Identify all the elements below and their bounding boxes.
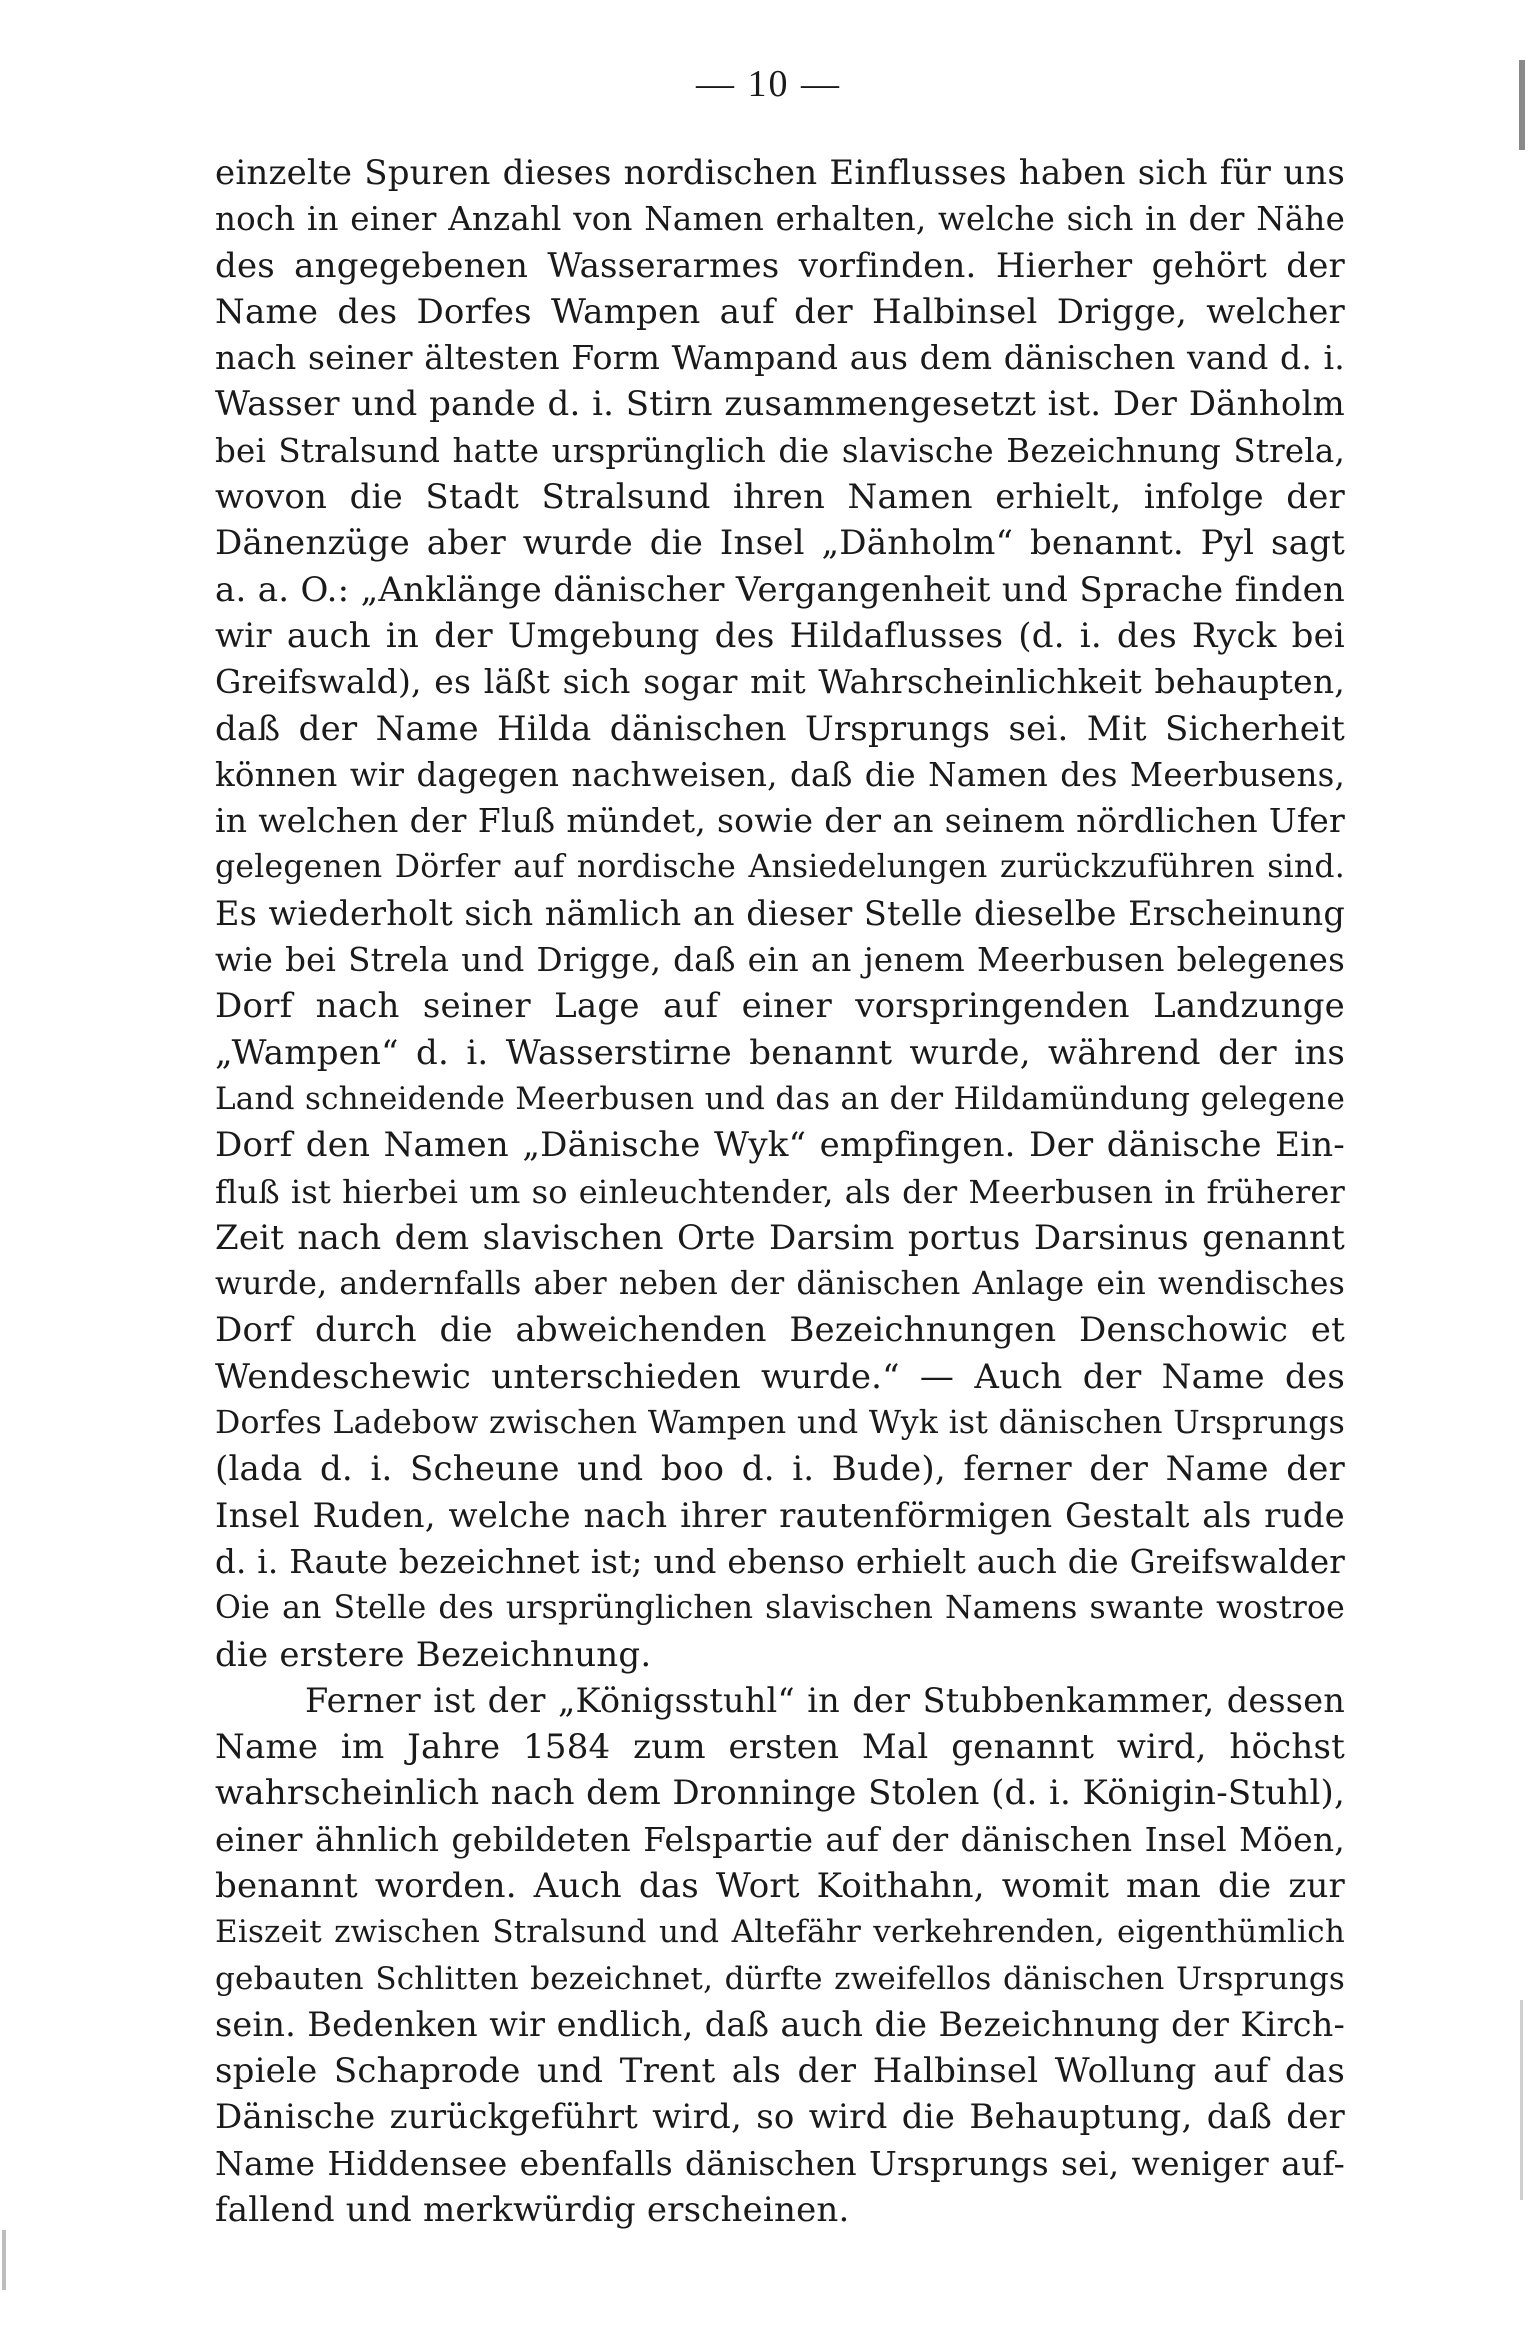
paragraph-start-line: Ferner ist der „Königsstuhl“ in der Stubbenkammer, dessen bbox=[305, 1680, 1345, 1720]
paragraph-end-line: die erstere Bezeichnung. bbox=[215, 1634, 652, 1675]
text-line: Name des Dorfes Wampen auf der Halbinsel Drigge, welcher bbox=[215, 291, 1345, 332]
text-line: Name Hiddensee ebenfalls dänischen Ursprungs sei, weniger auf- bbox=[215, 2143, 1345, 2183]
scan-edge-shadow bbox=[1520, 2000, 1523, 2200]
paragraph-end-line: fallend und merkwürdig erscheinen. bbox=[215, 2190, 850, 2231]
text-line: des angegebenen Wasserarmes vorfinden. Hierher gehört der bbox=[215, 245, 1345, 286]
text-line: Insel Ruden, welche nach ihrer rautenförmigen Gestalt als rude bbox=[215, 1495, 1345, 1536]
text-line: gelegenen Dörfer auf nordische Ansiedelungen zurückzuführen sind. bbox=[215, 849, 1345, 886]
text-line: Dänenzüge aber wurde die Insel „Dänholm“ benannt. Pyl sagt bbox=[215, 523, 1345, 564]
text-line: Oie an Stelle des ursprünglichen slavischen Namens swante wostroe bbox=[215, 1590, 1345, 1627]
text-line: nach seiner ältesten Form Wampand aus dem dänischen vand d. i. bbox=[215, 338, 1345, 378]
text-line: d. i. Raute bezeichnet ist; und ebenso erhielt auch die Greifswalder bbox=[215, 1542, 1345, 1581]
text-line: wahrscheinlich nach dem Dronninge Stolen (d. i. Königin-Stuhl), bbox=[215, 1773, 1345, 1814]
text-line: sein. Bedenken wir endlich, daß auch die Bezeichnung der Kirch- bbox=[215, 2004, 1345, 2044]
text-line: Greifswald), es läßt sich sogar mit Wahrscheinlichkeit behaupten, bbox=[215, 662, 1345, 702]
text-line: Dorf den Namen „Dänische Wyk“ empfingen. Der dänische Ein- bbox=[215, 1125, 1345, 1166]
text-line: a. a. O.: „Anklänge dänischer Vergangenheit und Sprache finden bbox=[215, 569, 1345, 610]
text-line: wir auch in der Umgebung des Hildaflusses (d. i. des Ryck bei bbox=[215, 615, 1345, 656]
scan-edge-mark-left bbox=[2, 2230, 6, 2290]
text-line: können wir dagegen nachweisen, daß die Namen des Meerbusens, bbox=[215, 755, 1345, 794]
text-line: Wasser und pande d. i. Stirn zusammengesetzt ist. Der Dänholm bbox=[215, 384, 1345, 425]
body-text bbox=[215, 150, 1345, 2233]
text-line: noch in einer Anzahl von Namen erhalten, welche sich in der Nähe bbox=[215, 200, 1345, 239]
text-line: fluß ist hierbei um so einleuchtender, als der Meerbusen in früherer bbox=[215, 1172, 1345, 1211]
text-line: wurde, andernfalls aber neben der dänischen Anlage ein wendisches bbox=[215, 1266, 1345, 1303]
text-line: Zeit nach dem slavischen Orte Darsim portus Darsinus genannt bbox=[215, 1217, 1345, 1258]
text-line: gebauten Schlitten bezeichnet, dürfte zweifellos dänischen Ursprungs bbox=[215, 1960, 1345, 1997]
text-line: Eiszeit zwischen Stralsund und Altefähr verkehrenden, eigenthümlich bbox=[215, 1914, 1345, 1951]
text-line: Dorf durch die abweichenden Bezeichnungen Denschowic et bbox=[215, 1310, 1345, 1351]
text-line: Dänische zurückgeführt wird, so wird die Behauptung, daß der bbox=[215, 2097, 1345, 2138]
text-line: wovon die Stadt Stralsund ihren Namen erhielt, infolge der bbox=[215, 477, 1345, 518]
text-line: einer ähnlich gebildeten Felspartie auf der dänischen Insel Möen, bbox=[215, 1819, 1345, 1859]
text-line: Name im Jahre 1584 zum ersten Mal genannt wird, höchst bbox=[215, 1727, 1345, 1768]
text-line: Wendeschewic unterschieden wurde.“ — Auch der Name des bbox=[215, 1356, 1345, 1397]
text-line: spiele Schaprode und Trent als der Halbinsel Wollung auf das bbox=[215, 2051, 1345, 2092]
text-line: benannt worden. Auch das Wort Koithahn, womit man die zur bbox=[215, 1865, 1345, 1906]
text-line: (lada d. i. Scheune und boo d. i. Bude), ferner der Name der bbox=[215, 1449, 1345, 1490]
page-number: — 10 — bbox=[696, 63, 841, 105]
text-line: Land schneidende Meerbusen und das an der Hildamündung gelegene bbox=[215, 1080, 1345, 1117]
text-line: wie bei Strela und Drigge, daß ein an jenem Meerbusen belegenes bbox=[215, 941, 1345, 980]
text-line: Es wiederholt sich nämlich an dieser Stelle dieselbe Erscheinung bbox=[215, 893, 1345, 933]
text-line: einzelte Spuren dieses nordischen Einflusses haben sich für uns bbox=[215, 153, 1345, 193]
text-line: in welchen der Fluß mündet, sowie der an seinem nördlichen Ufer bbox=[215, 801, 1345, 841]
text-line: Dorf nach seiner Lage auf einer vorspringenden Landzunge bbox=[215, 986, 1345, 1027]
text-line: daß der Name Hilda dänischen Ursprungs sei. Mit Sicherheit bbox=[215, 708, 1345, 749]
text-line: Dorfes Ladebow zwischen Wampen und Wyk ist dänischen Ursprungs bbox=[215, 1405, 1345, 1442]
text-line: bei Stralsund hatte ursprünglich die slavische Bezeichnung Strela, bbox=[215, 431, 1345, 470]
text-line: „Wampen“ d. i. Wasserstirne benannt wurde, während der ins bbox=[215, 1032, 1345, 1073]
